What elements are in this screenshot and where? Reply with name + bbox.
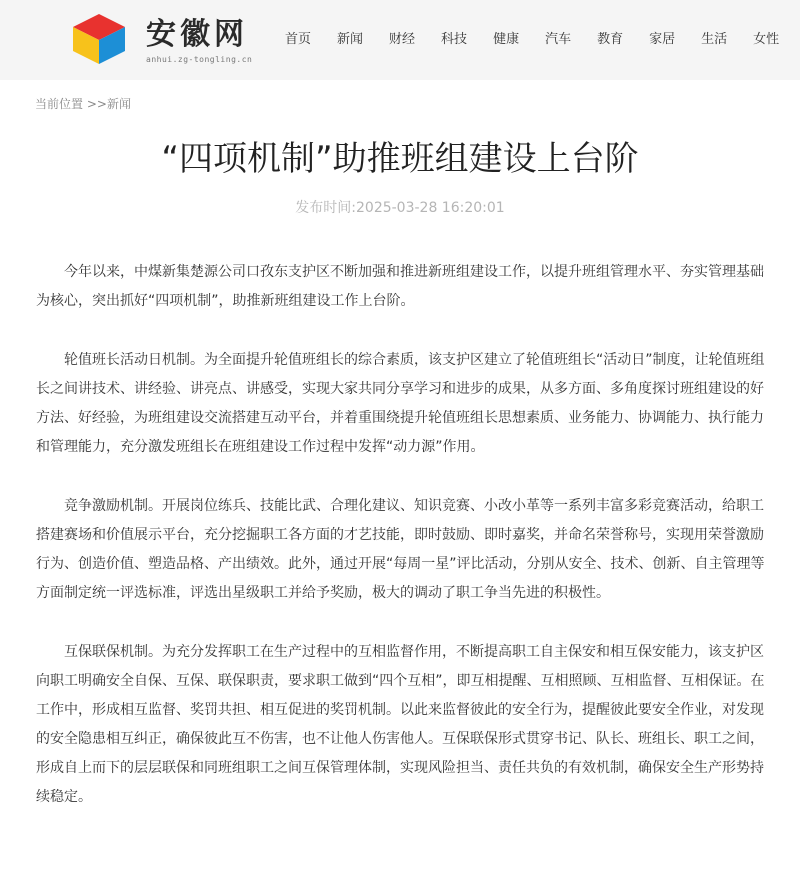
article-paragraph: 轮值班长活动日机制。为全面提升轮值班组长的综合素质，该支护区建立了轮值班组长“活动日”制度，让轮值班组长之间讲技术、讲经验、讲亮点、讲感受，实现大家共同分享学习和进步的成果，从多方面、多角度探讨班组建设的好方法、好经验，为班组建设交流搭建互动平台，并着重围绕提升轮值班组长思想素质、业务能力、协调能力、执行能力和管理能力，充分激发班组长在班组建设工作过程中发挥“动力源”作用。 [36,352,765,455]
nav-item-education[interactable]: 教育 [597,32,624,47]
article-title: “四项机制”助推班组建设上台阶 [161,139,639,179]
nav-item-news[interactable]: 新闻 [337,32,364,47]
nav-item-women[interactable]: 女性 [753,32,780,47]
breadcrumb-current[interactable]: 新闻 [106,97,131,111]
nav-item-life[interactable]: 生活 [701,32,728,47]
publish-time [0,198,800,218]
article-paragraph: 竞争激励机制。开展岗位练兵、技能比武、合理化建议、知识竞赛、小改小革等一系列丰富多彩竞赛活动，给职工搭建赛场和价值展示平台，充分挖掘职工各方面的才艺技能，即时鼓励、即时嘉奖，并命名荣誉称号，实现用荣誉激励行为、创造价值、塑造品格、产出绩效。此外，通过开展“每周一星”评比活动，分别从安全、技术、创新、自主管理等方面制定统一评选标准，评选出星级职工并给予奖励，极大的调动了职工争当先进的积极性。 [36,498,765,601]
nav-item-home[interactable]: 首页 [285,32,312,47]
logo-cube-icon[interactable] [70,12,128,66]
site-logo-text[interactable]: 安徽网 [146,17,248,52]
nav-item-tech[interactable]: 科技 [441,32,468,47]
article-paragraph: 互保联保机制。为充分发挥职工在生产过程中的互相监督作用，不断提高职工自主保安和相互保安能力，该支护区向职工明确安全自保、互保、联保职责，要求职工做到“四个互相”，即互相提醒、互相照顾、互相监督、互相保证。在工作中，形成相互监督、奖罚共担、相互促进的奖罚机制。以此来监督彼此的安全行为，提醒彼此要安全作业，对发现的安全隐患相互纠正，确保彼此互不伤害，也不让他人伤害他人。互保联保形式贯穿书记、队长、班组长、职工之间，形成自上而下的层层联保和同班组职工之间互保管理体制，实现风险担当、责任共负的有效机制，确保安全生产形势持续稳定。 [36,644,765,805]
breadcrumb [35,94,131,114]
nav-item-health[interactable]: 健康 [493,32,520,47]
publish-time-label: 发布时间: [295,200,356,216]
article-body [36,258,776,842]
nav-item-home-living[interactable]: 家居 [649,32,676,47]
breadcrumb-separator: >> [83,97,107,111]
main-nav [272,30,792,50]
nav-item-auto[interactable]: 汽车 [545,32,572,47]
site-domain: anhui.zg-tongling.cn [146,55,253,64]
site-header [0,0,800,80]
article-paragraph: 今年以来，中煤新集楚源公司口孜东支护区不断加强和推进新班组建设工作，以提升班组管理水平、夯实管理基础为核心，突出抓好“四项机制”，助推新班组建设工作上台阶。 [36,264,764,309]
publish-time-value: 2025-03-28 16:20:01 [356,200,505,216]
nav-item-finance[interactable]: 财经 [389,32,416,47]
breadcrumb-home[interactable]: 当前位置 [35,97,84,111]
